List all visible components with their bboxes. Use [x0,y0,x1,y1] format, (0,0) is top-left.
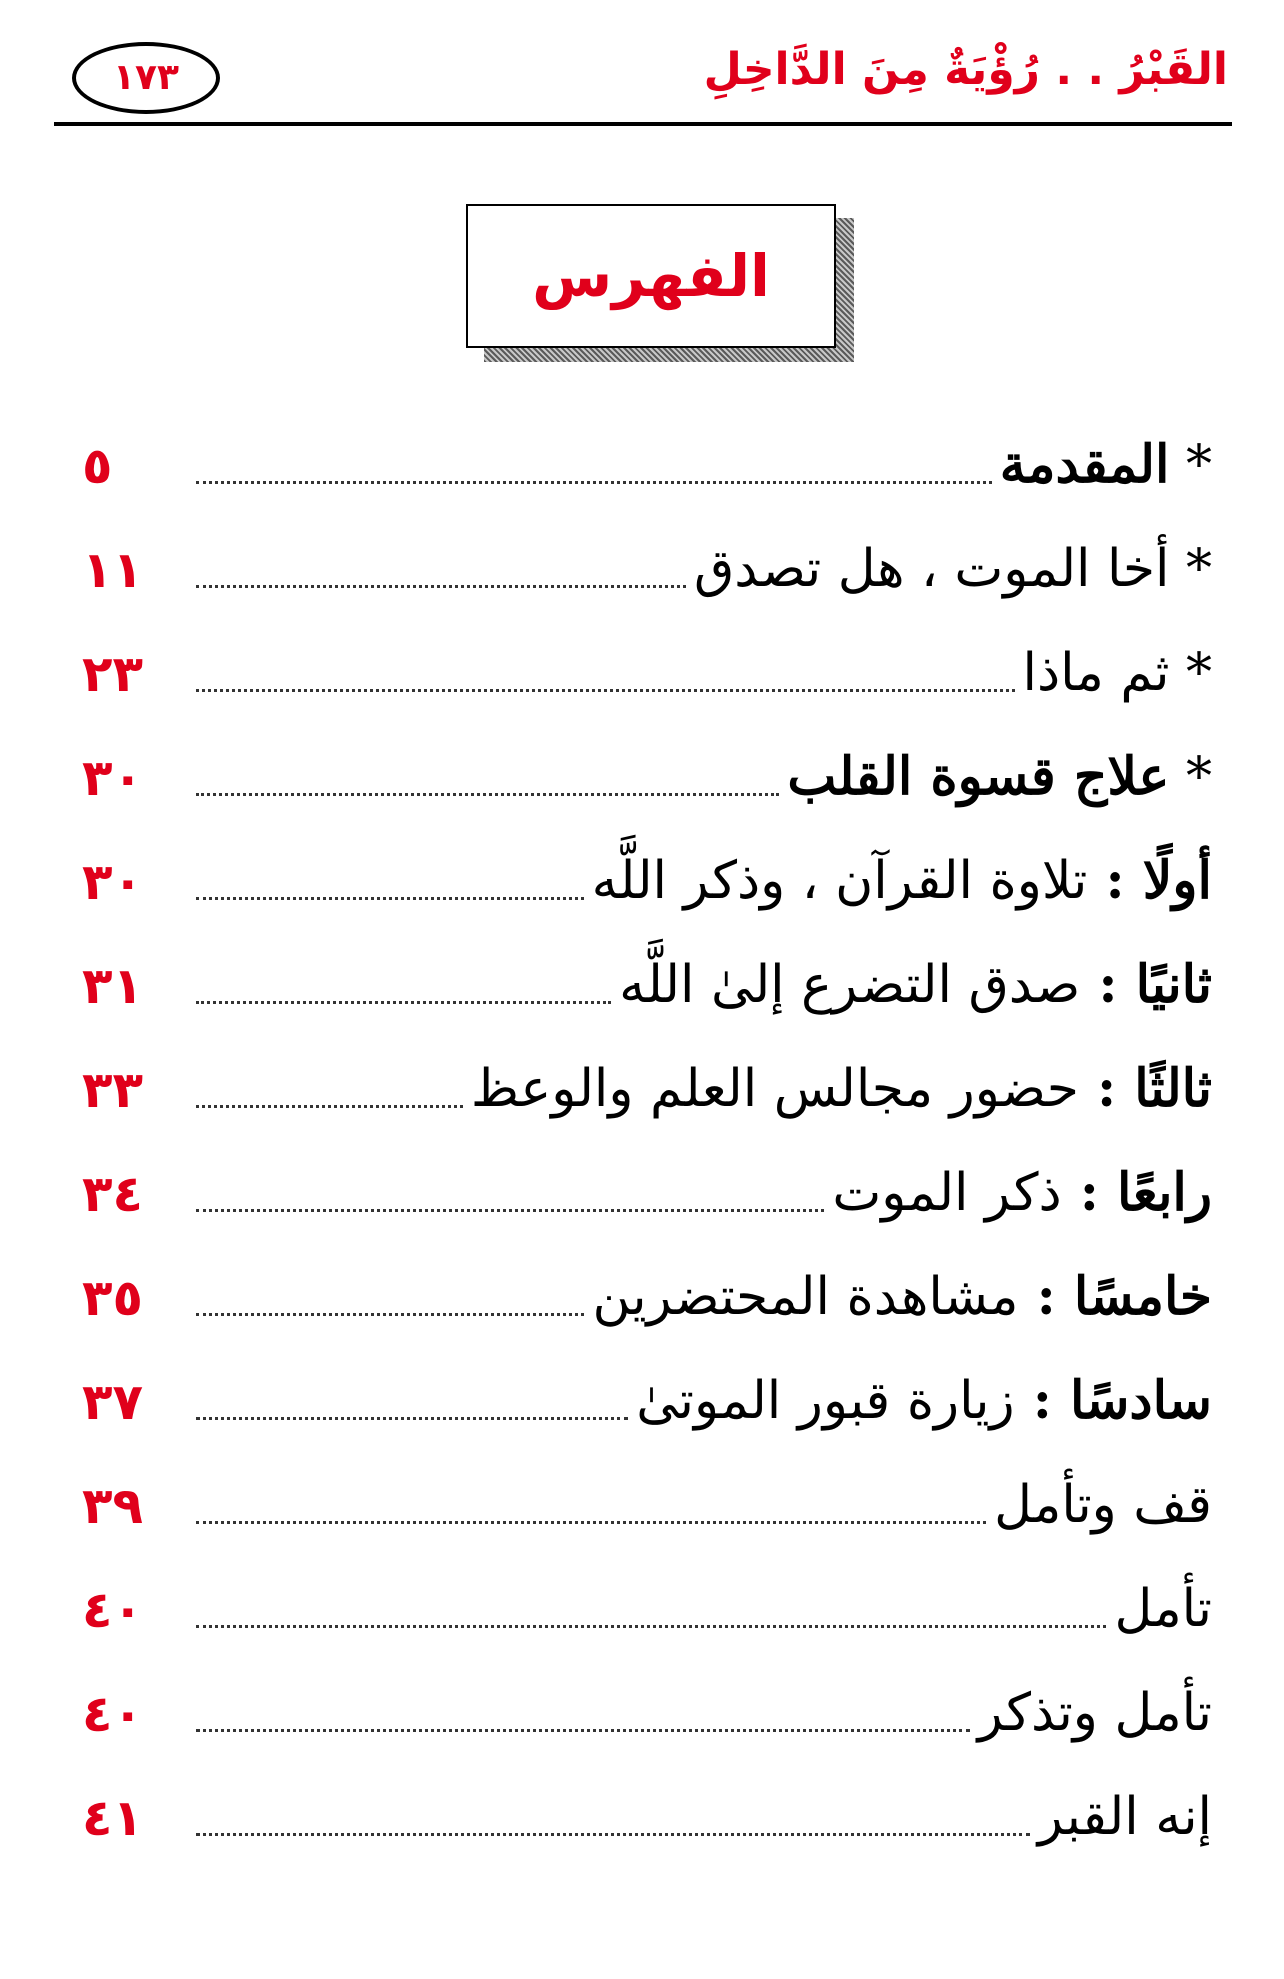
toc-entry-title [611,946,1212,1024]
toc-entry-label: المقدمة [999,434,1170,495]
toc-entry-page: ٢٣ [82,645,144,703]
toc-entry-page: ٣٥ [82,1269,144,1327]
dot-leader [196,1417,628,1420]
toc-entry-title [1015,634,1212,712]
toc-entry[interactable] [82,1024,1212,1128]
toc-entry[interactable] [82,1232,1212,1336]
dot-leader [196,481,992,484]
toc-entry-label: خامسًا : [1018,1266,1212,1327]
toc-entry[interactable] [82,712,1212,816]
toc-entry[interactable] [82,1648,1212,1752]
toc-entry-page: ٤١ [82,1789,144,1847]
toc-entry-title [1030,1778,1212,1856]
toc-entry-page: ٣٩ [82,1477,144,1535]
toc-entry-page: ٣٧ [82,1373,144,1431]
toc-entry-page: ٣٣ [82,1061,144,1119]
dot-leader [196,897,584,900]
toc-entry-title [584,842,1212,920]
toc-entry-page: ٤٠ [82,1581,144,1639]
toc-entry-marker: * [1169,435,1212,495]
toc-entry[interactable] [82,816,1212,920]
toc-entry-label: ثانيًا : [1080,954,1212,1015]
toc-entry-title [824,1154,1212,1232]
dot-leader [196,1521,986,1524]
dot-leader [196,1833,1030,1836]
toc-entry-label: علاج قسوة القلب [787,746,1170,807]
page-header [0,0,1284,130]
toc-entry-marker: * [1169,747,1212,807]
toc-entry-text: تلاوة القرآن ، وذكر اللَّه [591,851,1088,911]
toc-entry-text: أخا الموت ، هل تصدق [693,539,1170,599]
toc-entry-title [686,530,1212,608]
index-heading-box [466,204,836,348]
dot-leader [196,585,686,588]
toc-entry[interactable] [82,400,1212,504]
toc-entry-page: ٤٠ [82,1685,144,1743]
toc-entry-text: صدق التضرع إلىٰ اللَّه [619,955,1081,1015]
toc-entry-title [992,426,1212,504]
page-number-oval [72,42,220,114]
dot-leader [196,689,1015,692]
toc-entry-text: إنه القبر [1037,1787,1212,1847]
page-number: ١٧٣ [113,57,179,98]
toc-entry-title [779,738,1212,816]
toc-entry[interactable] [82,608,1212,712]
toc-entry[interactable] [82,920,1212,1024]
toc-entry-text: زيارة قبور الموتىٰ [636,1371,1015,1431]
header-divider [54,122,1232,126]
toc-entry[interactable] [82,1336,1212,1440]
dot-leader [196,1729,970,1732]
book-title: القَبْرُ . . رُؤْيَةٌ مِنَ الدَّاخِلِ [703,44,1228,95]
toc-entry-page: ٣٠ [82,853,144,911]
toc-entry-text: مشاهدة المحتضرين [592,1267,1019,1327]
toc-entry-marker: * [1169,539,1212,599]
dot-leader [196,1105,463,1108]
toc-entry-page: ١١ [82,541,144,599]
dot-leader [196,1313,584,1316]
dot-leader [196,1625,1106,1628]
toc-entry-text: ذكر الموت [832,1163,1062,1223]
toc-entry-text: حضور مجالس العلم والوعظ [470,1059,1079,1119]
toc-entry-title [584,1258,1212,1336]
toc-entry[interactable] [82,1752,1212,1856]
toc-entry[interactable] [82,1128,1212,1232]
toc-entry-page: ٥ [82,437,113,495]
toc-entry-label: سادسًا : [1014,1370,1212,1431]
toc-entry[interactable] [82,1440,1212,1544]
toc-entry-page: ٣٠ [82,749,144,807]
index-heading: الفهرس [532,242,770,310]
toc-entry[interactable] [82,504,1212,608]
toc-entry-label: ثالثًا : [1078,1058,1212,1119]
toc-entry-title [1106,1570,1212,1648]
toc-entry-text: قف وتأمل [994,1475,1212,1535]
dot-leader [196,1001,611,1004]
toc-entry-label: أولًا : [1087,850,1212,911]
toc-entry-title [463,1050,1212,1128]
toc-entry-text: ثم ماذا [1022,643,1170,703]
toc-entry-page: ٣٤ [82,1165,144,1223]
toc-entry-page: ٣١ [82,957,144,1015]
dot-leader [196,1209,824,1212]
toc-entry-title [986,1466,1212,1544]
toc-entry-label: رابعًا : [1061,1162,1212,1223]
toc-entry[interactable] [82,1544,1212,1648]
toc-entry-marker: * [1169,643,1212,703]
toc-entry-text: تأمل وتذكر [977,1683,1212,1743]
dot-leader [196,793,779,796]
toc-entry-title [628,1362,1212,1440]
toc-entry-title [970,1674,1212,1752]
toc-entry-text: تأمل [1114,1579,1212,1639]
